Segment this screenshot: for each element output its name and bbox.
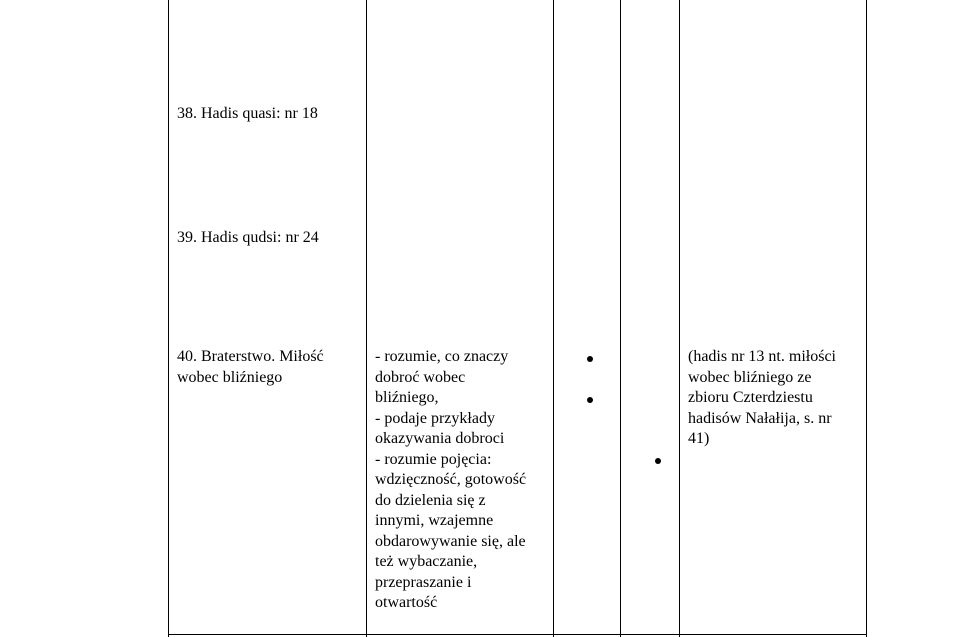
col-border-2 — [553, 0, 554, 637]
requirement-line: też wybaczanie, — [375, 553, 478, 570]
requirement-line: - rozumie pojęcia: — [375, 450, 492, 468]
bullet-marker — [655, 458, 661, 464]
requirement-line: okazywania dobroci — [375, 430, 505, 447]
row-38-topic: 38. Hadis quasi: nr 18 — [177, 105, 318, 122]
source-line: (hadis nr 13 nt. miłości — [688, 348, 836, 365]
col-border-3 — [620, 0, 621, 637]
requirement-line: obdarowywanie się, ale — [375, 532, 526, 550]
requirement-line: do dzielenia się z — [375, 491, 486, 509]
requirement-line: bliźniego, — [375, 389, 439, 406]
requirement-line: innymi, wzajemne — [375, 512, 494, 529]
bullet-marker — [587, 356, 593, 362]
requirement-line: dobroć wobec — [375, 368, 466, 386]
col-border-5 — [866, 0, 867, 637]
requirement-line: przepraszanie i — [375, 573, 472, 591]
col-border-1 — [366, 0, 367, 637]
source-line: wobec bliźniego ze — [688, 368, 812, 386]
col-border-4 — [679, 0, 680, 637]
col-border-0 — [168, 0, 169, 637]
source-line: zbioru Czterdziestu — [688, 389, 813, 406]
row-40-topic-line: wobec bliźniego — [177, 368, 283, 386]
row-39-topic: 39. Hadis qudsi: nr 24 — [177, 229, 319, 246]
table-bottom-border — [168, 634, 867, 635]
requirement-line: otwartość — [375, 594, 438, 611]
source-line: 41) — [688, 430, 710, 447]
requirement-line: - rozumie, co znaczy — [375, 348, 509, 365]
source-line: hadisów Nałałija, s. nr — [688, 409, 832, 427]
requirement-line: - podaje przykłady — [375, 409, 495, 427]
row-40-topic-line: 40. Braterstwo. Miłość — [177, 348, 324, 365]
bullet-marker — [587, 397, 593, 403]
requirement-line: wdzięczność, gotowość — [375, 471, 527, 488]
